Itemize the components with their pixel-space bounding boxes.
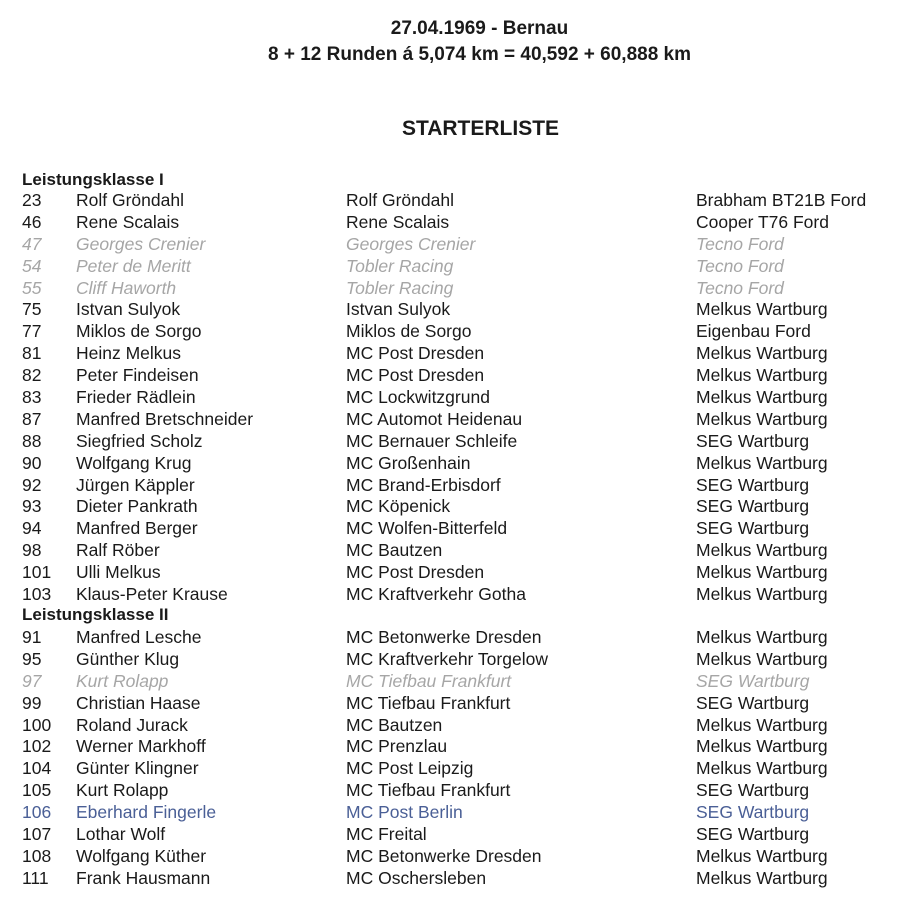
start-number: 102 bbox=[22, 736, 52, 757]
car-name: Cooper T76 Ford bbox=[696, 211, 829, 232]
entry-row bbox=[0, 626, 901, 648]
class-1-entries bbox=[0, 189, 901, 605]
driver-name: Frieder Rädlein bbox=[76, 387, 196, 408]
club-name: MC Lockwitzgrund bbox=[346, 387, 490, 408]
club-name: MC Automot Heidenau bbox=[346, 408, 523, 429]
car-name: Melkus Wartburg bbox=[696, 714, 828, 735]
entry-row bbox=[0, 648, 901, 670]
entry-row bbox=[0, 561, 901, 583]
start-number: 97 bbox=[22, 670, 42, 691]
start-number: 81 bbox=[22, 343, 42, 364]
club-name: MC Brand-Erbisdorf bbox=[346, 474, 501, 495]
entry-row bbox=[0, 298, 901, 320]
start-number: 46 bbox=[22, 211, 42, 232]
driver-name: Jürgen Käppler bbox=[76, 474, 195, 495]
club-name: MC Tiefbau Frankfurt bbox=[346, 780, 511, 801]
car-name: Brabham BT21B Ford bbox=[696, 190, 867, 210]
club-name: Rolf Gröndahl bbox=[346, 190, 454, 210]
club-name: MC Wolfen-Bitterfeld bbox=[346, 518, 508, 539]
start-number: 100 bbox=[22, 714, 52, 735]
club-name: MC Prenzlau bbox=[346, 736, 448, 757]
car-name: Melkus Wartburg bbox=[696, 540, 828, 561]
driver-name: Eberhard Fingerle bbox=[76, 802, 217, 823]
start-number: 105 bbox=[22, 780, 52, 801]
entry-row bbox=[0, 277, 901, 299]
entry-row bbox=[0, 255, 901, 277]
car-name: Melkus Wartburg bbox=[696, 343, 828, 364]
race-date-location: 27.04.1969 - Bernau bbox=[390, 18, 569, 39]
entry-row bbox=[0, 495, 901, 517]
entry-row bbox=[0, 517, 901, 539]
driver-name: Günter Klingner bbox=[76, 758, 199, 779]
start-number: 98 bbox=[22, 540, 42, 561]
club-name: MC Bautzen bbox=[346, 714, 443, 735]
start-number: 103 bbox=[22, 584, 52, 605]
driver-name: Günther Klug bbox=[76, 648, 180, 669]
class-header-1: Leistungsklasse I bbox=[22, 170, 164, 189]
driver-name: Manfred Bretschneider bbox=[76, 408, 254, 429]
entry-row bbox=[0, 670, 901, 692]
start-number: 106 bbox=[22, 802, 52, 823]
club-name: MC Post Dresden bbox=[346, 365, 485, 386]
entry-row bbox=[0, 539, 901, 561]
start-number: 77 bbox=[22, 321, 42, 342]
car-name: SEG Wartburg bbox=[696, 780, 810, 801]
club-name: MC Großenhain bbox=[346, 452, 471, 473]
car-name: SEG Wartburg bbox=[696, 692, 810, 713]
car-name: SEG Wartburg bbox=[696, 518, 810, 539]
club-name: Rene Scalais bbox=[346, 211, 450, 232]
club-name: MC Bernauer Schleife bbox=[346, 430, 518, 451]
start-number: 91 bbox=[22, 627, 42, 647]
start-number: 104 bbox=[22, 758, 52, 779]
entry-row bbox=[0, 779, 901, 801]
class-2-entries bbox=[0, 626, 901, 889]
entry-row bbox=[0, 474, 901, 496]
car-name: Melkus Wartburg bbox=[696, 299, 828, 320]
driver-name: Wolfgang Küther bbox=[76, 845, 207, 866]
club-name: MC Oschersleben bbox=[346, 867, 487, 888]
club-name: MC Post Dresden bbox=[346, 562, 485, 583]
car-name: Tecno Ford bbox=[696, 277, 784, 298]
club-name: Istvan Sulyok bbox=[346, 299, 451, 320]
car-name: SEG Wartburg bbox=[696, 474, 810, 495]
entry-row bbox=[0, 867, 901, 889]
start-number: 88 bbox=[22, 430, 42, 451]
car-name: Melkus Wartburg bbox=[696, 867, 828, 888]
entry-row bbox=[0, 211, 901, 233]
driver-name: Ulli Melkus bbox=[76, 562, 161, 583]
driver-name: Istvan Sulyok bbox=[76, 299, 181, 320]
driver-name: Peter de Meritt bbox=[76, 255, 191, 276]
driver-name: Peter Findeisen bbox=[76, 365, 199, 386]
driver-name: Lothar Wolf bbox=[76, 824, 166, 845]
club-name: Miklos de Sorgo bbox=[346, 321, 472, 342]
club-name: MC Freital bbox=[346, 824, 427, 845]
car-name: Melkus Wartburg bbox=[696, 452, 828, 473]
start-number: 111 bbox=[22, 867, 49, 888]
club-name: MC Kraftverkehr Gotha bbox=[346, 584, 526, 605]
car-name: Melkus Wartburg bbox=[696, 387, 828, 408]
driver-name: Wolfgang Krug bbox=[76, 452, 192, 473]
entry-row bbox=[0, 583, 901, 605]
car-name: SEG Wartburg bbox=[696, 802, 810, 823]
start-number: 93 bbox=[22, 496, 42, 517]
driver-name: Rolf Gröndahl bbox=[76, 190, 184, 210]
driver-name: Rene Scalais bbox=[76, 211, 180, 232]
club-name: MC Kraftverkehr Torgelow bbox=[346, 648, 548, 669]
club-name: MC Köpenick bbox=[346, 496, 451, 517]
entry-row bbox=[0, 189, 901, 211]
club-name: Tobler Racing bbox=[346, 255, 454, 276]
driver-name: Heinz Melkus bbox=[76, 343, 182, 364]
club-name: MC Tiefbau Frankfurt bbox=[346, 692, 511, 713]
entry-row bbox=[0, 801, 901, 823]
entry-row bbox=[0, 430, 901, 452]
club-name: MC Post Berlin bbox=[346, 802, 463, 823]
start-number: 101 bbox=[22, 562, 52, 583]
start-number: 23 bbox=[22, 190, 42, 210]
driver-name: Dieter Pankrath bbox=[76, 496, 198, 517]
car-name: Melkus Wartburg bbox=[696, 562, 828, 583]
start-number: 107 bbox=[22, 824, 52, 845]
club-name: MC Betonwerke Dresden bbox=[346, 627, 542, 647]
car-name: SEG Wartburg bbox=[696, 430, 810, 451]
race-distance: 8 + 12 Runden á 5,074 km = 40,592 + 60,888 km bbox=[267, 44, 692, 65]
driver-name: Roland Jurack bbox=[76, 714, 188, 735]
car-name: Melkus Wartburg bbox=[696, 584, 828, 605]
entry-row bbox=[0, 320, 901, 342]
club-name: MC Post Dresden bbox=[346, 343, 485, 364]
entry-row bbox=[0, 452, 901, 474]
start-number: 55 bbox=[22, 277, 42, 298]
car-name: Tecno Ford bbox=[696, 233, 784, 254]
driver-name: Manfred Berger bbox=[76, 518, 198, 539]
start-number: 83 bbox=[22, 387, 42, 408]
entry-row bbox=[0, 757, 901, 779]
entry-row bbox=[0, 386, 901, 408]
start-number: 108 bbox=[22, 845, 52, 866]
start-number: 82 bbox=[22, 365, 42, 386]
driver-name: Kurt Rolapp bbox=[76, 780, 169, 801]
car-name: SEG Wartburg bbox=[696, 496, 810, 517]
club-name: MC Post Leipzig bbox=[346, 758, 474, 779]
start-number: 94 bbox=[22, 518, 42, 539]
entry-row bbox=[0, 364, 901, 386]
driver-name: Miklos de Sorgo bbox=[76, 321, 202, 342]
car-name: Melkus Wartburg bbox=[696, 627, 828, 647]
start-number: 75 bbox=[22, 299, 42, 320]
start-number: 54 bbox=[22, 255, 42, 276]
car-name: Melkus Wartburg bbox=[696, 758, 828, 779]
driver-name: Frank Hausmann bbox=[76, 867, 211, 888]
driver-name: Georges Crenier bbox=[76, 233, 206, 254]
start-number: 90 bbox=[22, 452, 42, 473]
club-name: MC Tiefbau Frankfurt bbox=[346, 670, 512, 691]
driver-name: Cliff Haworth bbox=[76, 277, 177, 298]
start-number: 99 bbox=[22, 692, 42, 713]
entry-row bbox=[0, 714, 901, 736]
club-name: Tobler Racing bbox=[346, 277, 454, 298]
entry-row bbox=[0, 233, 901, 255]
driver-name: Siegfried Scholz bbox=[76, 430, 203, 451]
car-name: Eigenbau Ford bbox=[696, 321, 811, 342]
club-name: Georges Crenier bbox=[346, 233, 476, 254]
entry-row bbox=[0, 692, 901, 714]
car-name: Melkus Wartburg bbox=[696, 648, 828, 669]
driver-name: Manfred Lesche bbox=[76, 627, 202, 647]
class-header-2: Leistungsklasse II bbox=[22, 605, 169, 624]
entry-row bbox=[0, 342, 901, 364]
driver-name: Werner Markhoff bbox=[76, 736, 206, 757]
entry-row bbox=[0, 735, 901, 757]
start-number: 95 bbox=[22, 648, 42, 669]
car-name: Melkus Wartburg bbox=[696, 845, 828, 866]
car-name: Melkus Wartburg bbox=[696, 365, 828, 386]
car-name: Tecno Ford bbox=[696, 255, 784, 276]
car-name: Melkus Wartburg bbox=[696, 408, 828, 429]
entry-row bbox=[0, 845, 901, 867]
page-title: STARTERLISTE bbox=[401, 117, 560, 140]
start-number: 87 bbox=[22, 408, 42, 429]
car-name: SEG Wartburg bbox=[696, 670, 810, 691]
driver-name: Ralf Röber bbox=[76, 540, 160, 561]
entry-row bbox=[0, 823, 901, 845]
club-name: MC Bautzen bbox=[346, 540, 443, 561]
car-name: SEG Wartburg bbox=[696, 824, 810, 845]
start-number: 92 bbox=[22, 474, 42, 495]
start-number: 47 bbox=[22, 233, 42, 254]
driver-name: Christian Haase bbox=[76, 692, 201, 713]
driver-name: Klaus-Peter Krause bbox=[76, 584, 228, 605]
driver-name: Kurt Rolapp bbox=[76, 670, 169, 691]
car-name: Melkus Wartburg bbox=[696, 736, 828, 757]
entry-row bbox=[0, 408, 901, 430]
club-name: MC Betonwerke Dresden bbox=[346, 845, 542, 866]
